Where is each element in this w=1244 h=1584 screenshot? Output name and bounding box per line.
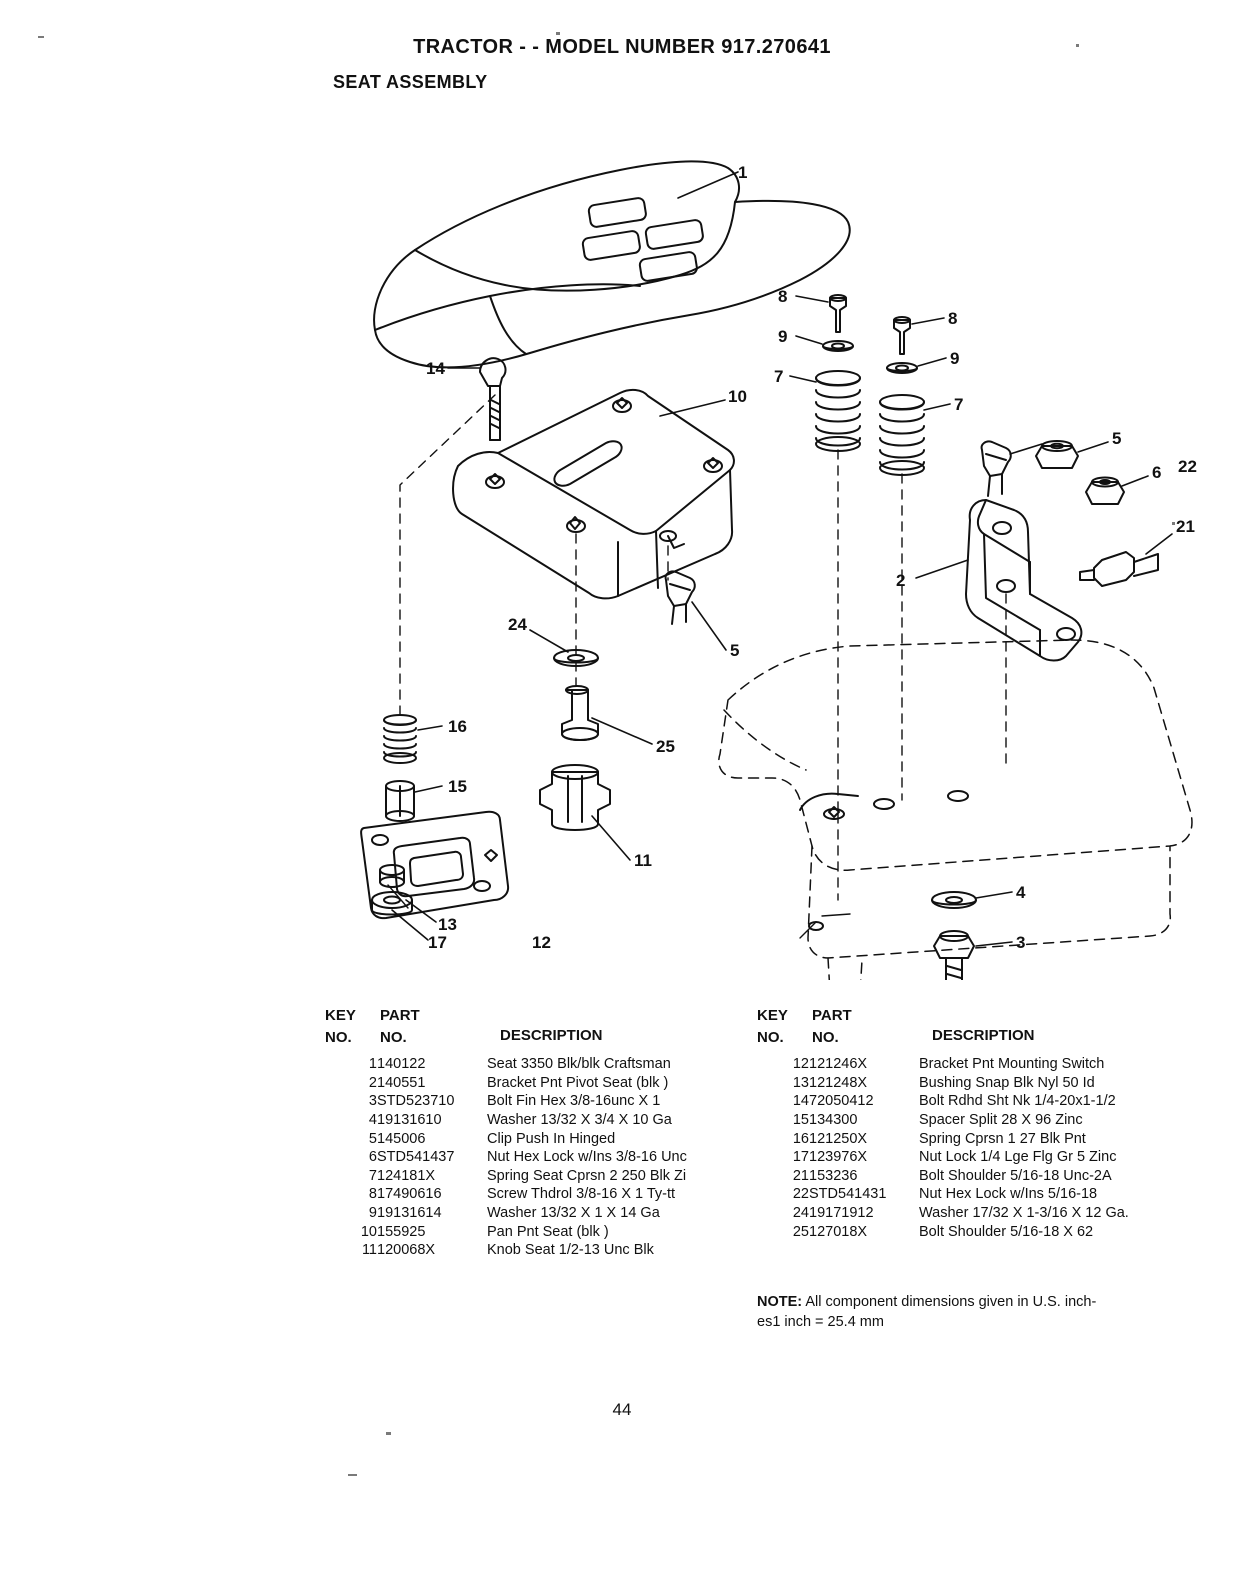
part-key: 8 xyxy=(368,1186,377,1203)
table-row xyxy=(757,1055,1217,1074)
table-row xyxy=(325,1055,755,1074)
part-description: Nut Hex Lock w/Ins 3/8-16 Unc xyxy=(487,1149,687,1166)
note-label: NOTE: xyxy=(757,1294,803,1310)
table-row xyxy=(757,1074,1217,1093)
part-key: 24 xyxy=(792,1205,809,1222)
part-key: 9 xyxy=(368,1205,377,1222)
callout-9-right: 9 xyxy=(950,349,960,368)
part-number: 134300 xyxy=(809,1112,858,1129)
part-number: 140122 xyxy=(377,1056,426,1073)
header-part-line1: PART xyxy=(380,1007,420,1024)
part-description: Nut Hex Lock w/Ins 5/16-18 xyxy=(919,1186,1098,1203)
callout-14: 14 xyxy=(426,359,445,378)
part-key: 17 xyxy=(792,1149,809,1166)
parts-list-right-column xyxy=(757,1005,1217,1241)
header-key-line1: KEY xyxy=(757,1007,788,1024)
table-row xyxy=(757,1222,1217,1241)
part-key: 12 xyxy=(792,1056,809,1073)
part-number: STD541431 xyxy=(809,1186,887,1203)
header-part-line2: NO. xyxy=(380,1028,407,1046)
table-row xyxy=(757,1148,1217,1167)
part-key: 3 xyxy=(368,1093,377,1110)
header-description: DESCRIPTION xyxy=(500,1027,603,1044)
scan-speck xyxy=(348,1474,357,1476)
part-number: 155925 xyxy=(377,1223,426,1240)
table-row xyxy=(325,1148,755,1167)
table-row xyxy=(757,1092,1217,1111)
part-key: 15 xyxy=(792,1112,809,1129)
table-row xyxy=(325,1222,755,1241)
page-title: TRACTOR - - MODEL NUMBER 917.270641 xyxy=(413,36,831,58)
part-key: 11 xyxy=(361,1242,377,1259)
note-text: All component dimensions given in U.S. inch- xyxy=(802,1294,1097,1310)
exploded-assembly-diagram xyxy=(330,110,1210,980)
part-description: Bolt Rdhd Sht Nk 1/4-20x1-1/2 xyxy=(919,1093,1116,1110)
part-key: 22 xyxy=(792,1186,809,1203)
parts-list xyxy=(325,1005,1225,1335)
part-description: Nut Lock 1/4 Lge Flg Gr 5 Zinc xyxy=(919,1149,1117,1166)
callout-5-mid: 5 xyxy=(730,641,740,660)
scan-speck xyxy=(1172,522,1175,525)
parts-table-left xyxy=(325,1055,755,1260)
part-key: 16 xyxy=(792,1130,809,1147)
part-key: 25 xyxy=(792,1223,809,1240)
callout-3: 3 xyxy=(1016,933,1026,952)
part-number: 124181X xyxy=(377,1167,436,1184)
part-description: Bolt Fin Hex 3/8-16unc X 1 xyxy=(487,1093,661,1110)
callout-12: 12 xyxy=(532,933,551,952)
callout-13: 13 xyxy=(438,915,457,934)
callout-10: 10 xyxy=(728,387,747,406)
part-description: Washer 13/32 X 1 X 14 Ga xyxy=(487,1205,660,1222)
callout-15: 15 xyxy=(448,777,467,796)
part-description: Knob Seat 1/2-13 Unc Blk xyxy=(487,1242,654,1259)
part-key: 4 xyxy=(368,1112,377,1129)
note-text-line2: es1 inch = 25.4 mm xyxy=(757,1313,884,1330)
header-key-line1: KEY xyxy=(325,1007,356,1024)
part-number: 19131610 xyxy=(377,1112,442,1129)
callout-16: 16 xyxy=(448,717,467,736)
part-number: STD523710 xyxy=(377,1093,455,1110)
callout-22: 22 xyxy=(1178,457,1197,476)
table-row xyxy=(325,1185,755,1204)
callout-6: 6 xyxy=(1152,463,1162,482)
callout-2: 2 xyxy=(896,571,906,590)
part-description: Washer 13/32 X 3/4 X 10 Ga xyxy=(487,1112,672,1129)
parts-table-header-right xyxy=(757,1005,1217,1055)
part-description: Washer 17/32 X 1-3/16 X 12 Ga. xyxy=(919,1205,1129,1222)
header-key-line2: NO. xyxy=(757,1028,784,1046)
part-description: Bushing Snap Blk Nyl 50 Id xyxy=(919,1074,1095,1091)
part-number: 17490616 xyxy=(377,1186,442,1203)
scan-speck xyxy=(1076,44,1079,47)
table-row xyxy=(325,1092,755,1111)
part-number: 123976X xyxy=(809,1149,868,1166)
part-key: 21 xyxy=(792,1167,809,1184)
page-number: 44 xyxy=(612,1400,632,1419)
part-number: 19131614 xyxy=(377,1205,442,1222)
callout-8-right: 8 xyxy=(948,309,958,328)
part-number: 145006 xyxy=(377,1130,426,1147)
part-number: 121248X xyxy=(809,1074,868,1091)
part-description: Seat 3350 Blk/blk Craftsman xyxy=(487,1056,671,1073)
parts-list-left-column xyxy=(325,1005,755,1260)
part-key: 10 xyxy=(360,1223,377,1240)
part-number: 153236 xyxy=(809,1167,858,1184)
part-key: 5 xyxy=(368,1130,377,1147)
part-number: STD541437 xyxy=(377,1149,455,1166)
part-key: 2 xyxy=(368,1074,377,1091)
part-description: Bolt Shoulder 5/16-18 X 62 xyxy=(919,1223,1094,1240)
part-key: 6 xyxy=(368,1149,377,1166)
header-description: DESCRIPTION xyxy=(932,1027,1035,1044)
part-number: 120068X xyxy=(377,1242,436,1259)
table-row xyxy=(757,1129,1217,1148)
part-description: Pan Pnt Seat (blk ) xyxy=(487,1223,609,1240)
table-row xyxy=(325,1111,755,1130)
header-part-line2: NO. xyxy=(812,1028,839,1046)
header-part-line1: PART xyxy=(812,1007,852,1024)
callout-11: 11 xyxy=(634,851,652,870)
part-description: Spacer Split 28 X 96 Zinc xyxy=(919,1112,1083,1129)
table-row xyxy=(757,1185,1217,1204)
note-block xyxy=(757,1293,1227,1332)
section-title: SEAT ASSEMBLY xyxy=(333,72,488,92)
callout-7-right: 7 xyxy=(954,395,964,414)
parts-table-right xyxy=(757,1055,1217,1241)
callout-8-left: 8 xyxy=(778,287,788,306)
part-key: 14 xyxy=(792,1093,809,1110)
part-description: Spring Cprsn 1 27 Blk Pnt xyxy=(919,1130,1086,1147)
callout-7-left: 7 xyxy=(774,367,784,386)
table-row xyxy=(757,1204,1217,1223)
callout-1: 1 xyxy=(738,163,748,182)
part-number: 121246X xyxy=(809,1056,868,1073)
table-row xyxy=(757,1111,1217,1130)
table-row xyxy=(325,1241,755,1260)
table-row xyxy=(757,1167,1217,1186)
table-row xyxy=(325,1129,755,1148)
part-key: 1 xyxy=(368,1056,377,1073)
callout-25: 25 xyxy=(656,737,675,756)
part-key: 7 xyxy=(368,1167,377,1184)
header-key-line2: NO. xyxy=(325,1028,352,1046)
callout-21: 21 xyxy=(1176,517,1195,536)
table-row xyxy=(325,1167,755,1186)
part-description: Bolt Shoulder 5/16-18 Unc-2A xyxy=(919,1167,1112,1184)
callout-5-top: 5 xyxy=(1112,429,1122,448)
callout-17: 17 xyxy=(428,933,447,952)
table-row xyxy=(325,1074,755,1093)
callout-4: 4 xyxy=(1016,883,1026,902)
part-description: Bracket Pnt Mounting Switch xyxy=(919,1056,1105,1073)
callout-24: 24 xyxy=(508,615,527,634)
scan-speck xyxy=(556,32,560,35)
callout-9-left: 9 xyxy=(778,327,788,346)
scan-speck xyxy=(386,1432,391,1435)
part-number: 121250X xyxy=(809,1130,868,1147)
table-row xyxy=(325,1204,755,1223)
part-description: Screw Thdrol 3/8-16 X 1 Ty-tt xyxy=(487,1186,676,1203)
part-number: 19171912 xyxy=(809,1205,874,1222)
parts-table-header-left xyxy=(325,1005,755,1055)
part-number: 127018X xyxy=(809,1223,868,1240)
part-description: Bracket Pnt Pivot Seat (blk ) xyxy=(487,1074,669,1091)
part-key: 13 xyxy=(792,1074,809,1091)
part-number: 72050412 xyxy=(809,1093,874,1110)
part-description: Spring Seat Cprsn 2 250 Blk Zi xyxy=(487,1167,687,1184)
scan-speck xyxy=(38,36,44,38)
part-number: 140551 xyxy=(377,1074,426,1091)
part-description: Clip Push In Hinged xyxy=(487,1130,616,1147)
